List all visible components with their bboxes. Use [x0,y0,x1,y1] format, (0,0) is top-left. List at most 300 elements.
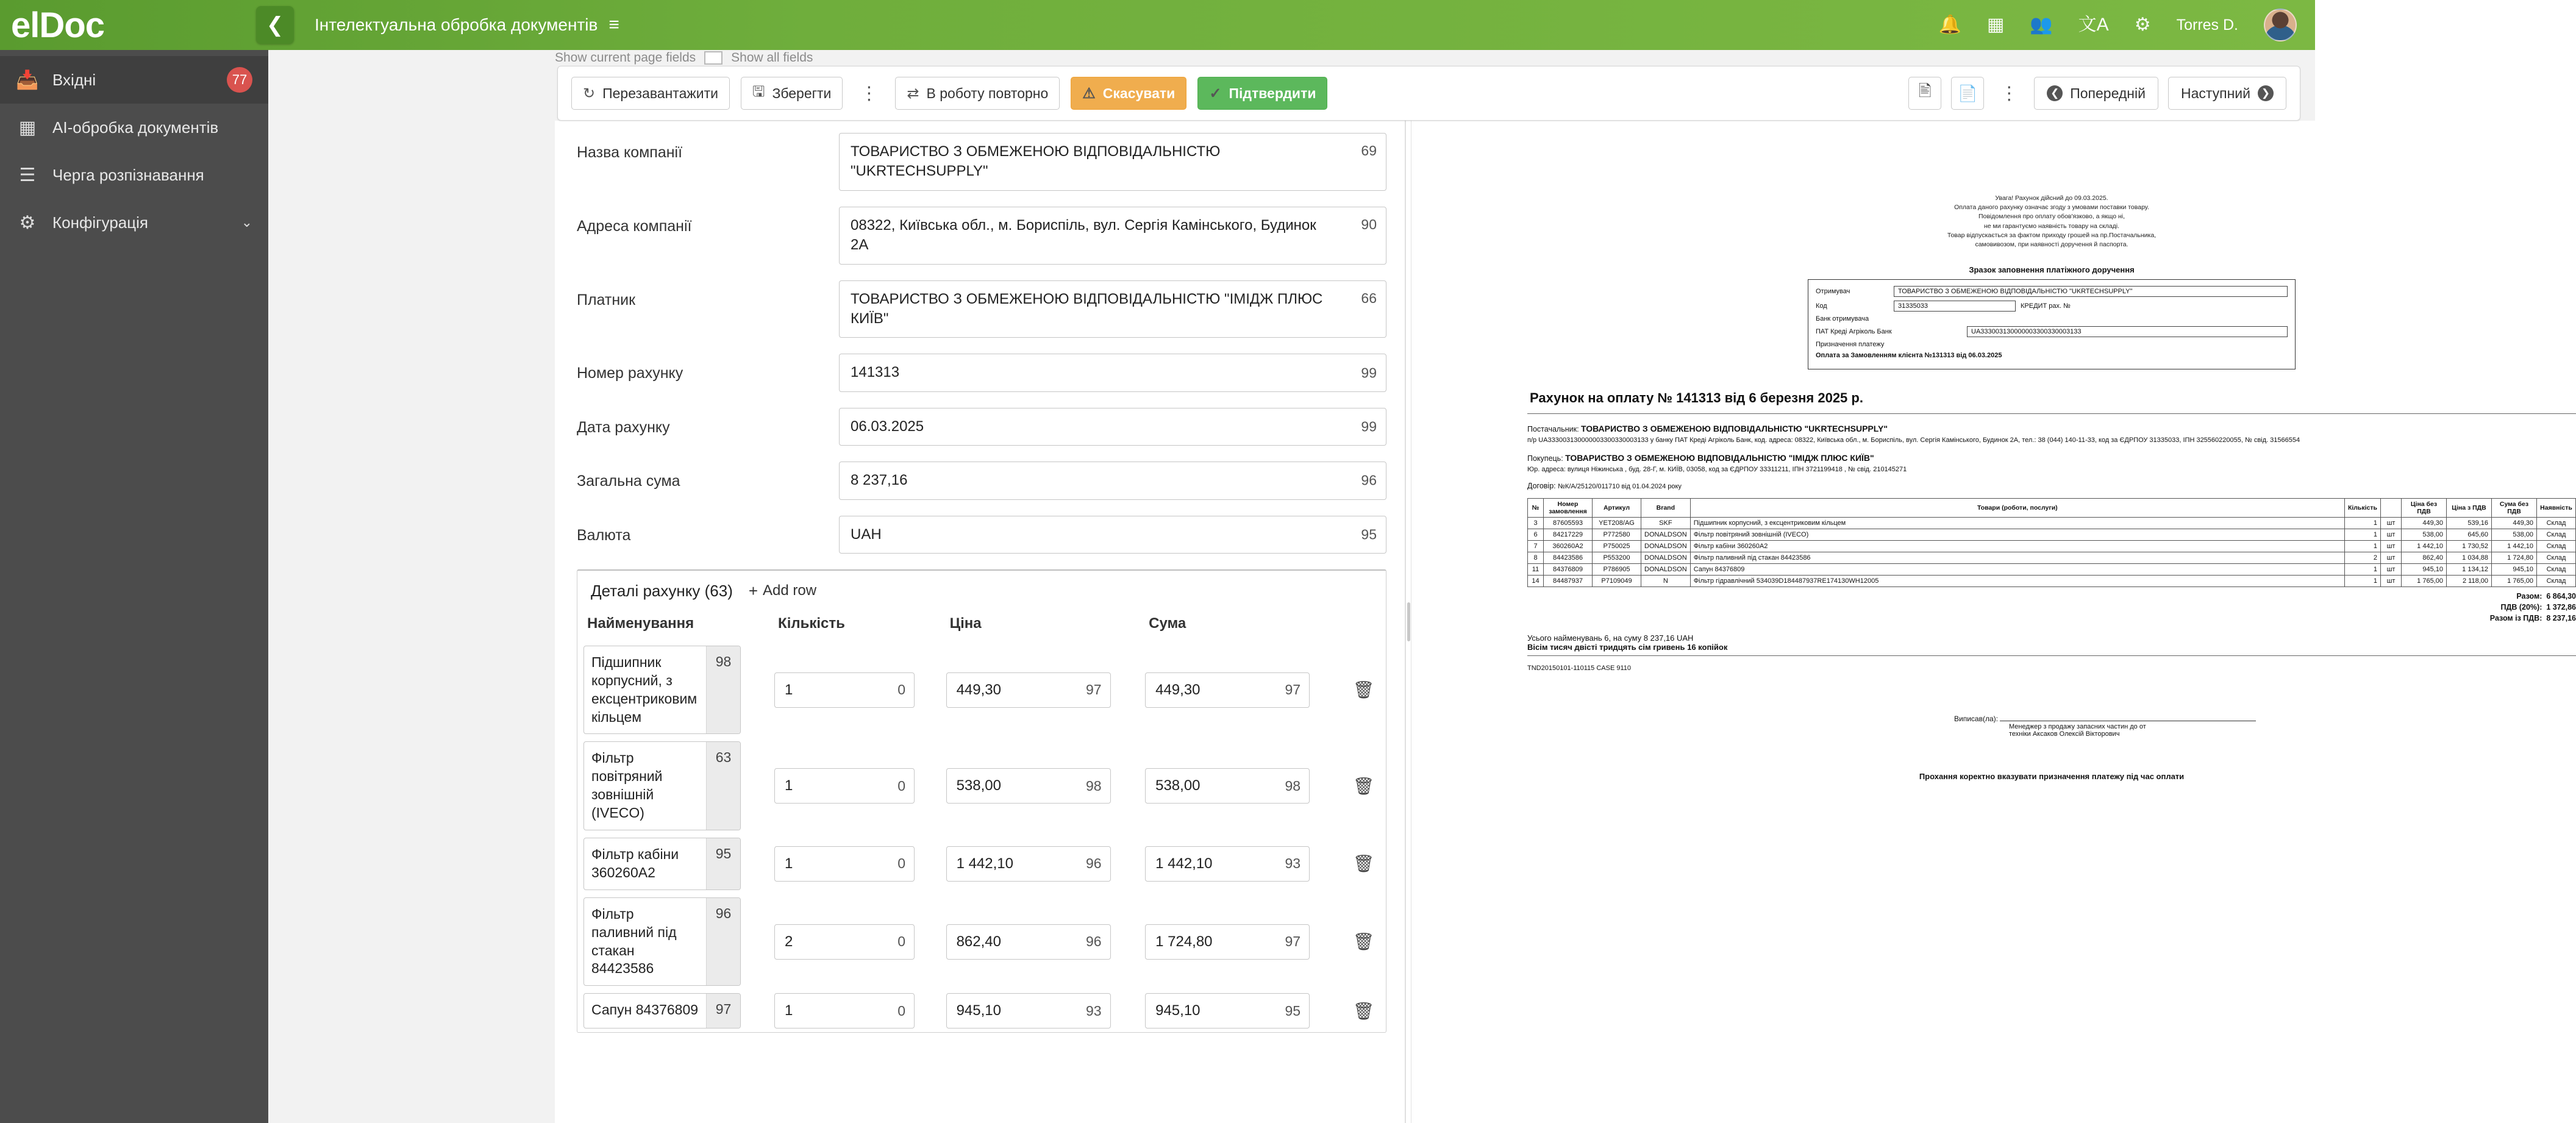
body [0,50,2576,1123]
th-article: Артикул [1593,499,1641,518]
row-qty-value: 2 [785,933,793,950]
vat-label: ПДВ (20%): [2500,603,2542,612]
th-no: № [1528,499,1544,518]
row-price-input[interactable] [946,924,1111,960]
delete-row-icon[interactable]: 🗑 [1352,680,1375,700]
currency-input[interactable]: UAH [839,516,1386,554]
supplier-label: Постачальник: [1527,425,1579,434]
cell-order: 84217229 [1544,529,1593,541]
table-row [577,989,1386,1032]
main-area [268,50,2576,1123]
row-sum-input[interactable] [1145,672,1310,708]
row-price-input[interactable] [946,846,1111,882]
document-sheet [1527,194,2576,1084]
reload-icon: ↻ [583,85,596,102]
row-qty-value: 1 [785,681,793,698]
export-document-icon[interactable]: 🖹 [1908,77,1941,110]
row-sum-score: 97 [1285,933,1301,950]
cell-unit: шт [2381,552,2402,564]
show-current-page-fields-label: Show current page fields [555,51,696,65]
save-button[interactable] [741,77,843,110]
cell-sum-novat: 449,30 [2492,518,2537,529]
row-name-input[interactable] [583,993,741,1029]
cancel-icon: ⚠ [1082,85,1096,102]
divider [1527,413,2576,414]
cell-sum-novat: 1 724,80 [2492,552,2537,564]
col-price: Ціна [949,615,982,632]
reload-button[interactable] [571,77,730,110]
cell-article: P772580 [1593,529,1641,541]
confidence-score: 69 [1361,143,1377,159]
confirm-label: Підтвердити [1229,85,1316,101]
cell-sum-novat: 1 442,10 [2492,541,2537,552]
user-name: Torres D. [2176,16,2238,34]
previous-button[interactable] [2034,77,2158,110]
cell-qty: 2 [2344,552,2380,564]
total-row [1527,603,2576,611]
show-all-fields-checkbox[interactable] [704,51,722,65]
save-icon: 🖫 [752,83,765,100]
cell-qty: 1 [2344,576,2380,587]
row-name-text: Фільтр повітряний зовнішній (IVECO) [591,750,663,821]
invoice-item-row [1528,576,2576,587]
row-sum-input[interactable] [1145,993,1310,1029]
payment-recipient-label: Отримувач [1816,288,1850,296]
app-title [315,15,619,35]
cell-article: P553200 [1593,552,1641,564]
invoice-heading: Рахунок на оплату № 141313 від 6 березня 2025 р. [1530,390,1863,406]
total-amount-input[interactable]: 8 237,16 [839,462,1386,499]
th-price-novat: Ціна без ПДВ [2402,499,2447,518]
payment-recipient-value: ТОВАРИСТВО З ОБМЕЖЕНОЮ ВІДПОВІДАЛЬНІСТЮ "UKRTECHSUPPLY" [1894,286,2288,297]
cell-unit: шт [2381,518,2402,529]
field-control [839,462,1386,499]
buyer-details: Юр. адреса: вулиця Ніжинська , буд. 28-Г, м. КИЇВ, 03058, код за ЄДРПОУ 33311211, ІПН 3721199418 , № свід. 210145271 [1527,465,1907,473]
toolbar-more-icon[interactable]: ⋮ [2000,83,2019,104]
field-control [839,207,1386,265]
row-sum-value: 538,00 [1155,777,1201,794]
field-label: Платник [577,291,636,308]
cell-article: P750025 [1593,541,1641,552]
cell-no: 8 [1528,552,1544,564]
row-price-input[interactable] [946,768,1111,804]
invoice-details-title: Деталі рахунку (63) [591,581,733,600]
chevron-down-icon[interactable]: ⌄ [241,215,252,230]
row-qty-score: 0 [897,777,906,794]
row-sum-score: 93 [1285,855,1301,872]
cell-price-vat: 1 134,12 [2447,564,2492,576]
supplier-details: п/р UA333003130000003300330003133 у банку ПАТ Кредi Агрiколь Банк, код. адреса: 08322, Київська обл., м. Бориспіль, вул. Сергія Камінського, Будинок 2А, тел.: 38 (044) 140-11-33, код за ЄДРПОУ 31335033, ІПН 325560220055, № свід. 31566554 [1527,437,2300,444]
payment-credit-label: КРЕДИТ рах. № [2021,302,2071,310]
field-label: Валюта [577,526,631,544]
add-row-button[interactable] [749,582,816,601]
row-price-score: 96 [1085,855,1102,872]
invoice-date-input[interactable]: 06.03.2025 [839,408,1386,446]
supplier-block [1527,422,2576,446]
row-sum-value: 945,10 [1155,1002,1201,1019]
cell-brand: DONALDSON [1641,529,1691,541]
payment-sample-title: Зразок заповнення платіжного доручення [1969,265,2135,275]
contract-block [1527,480,2576,492]
logo-doc: Doc [39,5,104,45]
rework-label: В роботу повторно [926,85,1049,101]
sidebar-inbox-badge: 77 [227,67,252,93]
cell-order: 360260A2 [1544,541,1593,552]
payment-account-value: UA333003130000003300330003133 [1967,326,2288,337]
top-bar [0,0,2315,50]
cell-sum-novat: 945,10 [2492,564,2537,576]
cell-stock: Склад [2537,518,2576,529]
cell-order: 87605593 [1544,518,1593,529]
reload-label: Перезавантажити [602,85,718,101]
row-name-score: 95 [706,838,740,889]
pane-splitter[interactable] [1405,121,1411,1123]
field-row-invoice-number [555,354,1405,391]
invoice-summary [1527,633,2576,652]
cancel-button[interactable] [1071,77,1186,110]
divider-2 [1527,655,2576,656]
col-name: Найменування [587,615,694,632]
table-row [577,738,1386,834]
sidebar-item-label: Черга розпізнавання [52,165,204,184]
table-row [577,894,1386,990]
delete-row-icon[interactable]: 🗑 [1352,1001,1375,1021]
cell-price-novat: 538,00 [2402,529,2447,541]
row-qty-input[interactable] [774,924,915,960]
vat-value: 1 372,86 [2546,603,2576,612]
row-qty-value: 1 [785,777,793,794]
row-name-input[interactable] [583,741,741,830]
row-qty-input[interactable] [774,993,915,1029]
row-qty-input[interactable] [774,768,915,804]
supplier-name: ТОВАРИСТВО З ОБМЕЖЕНОЮ ВІДПОВІДАЛЬНІСТЮ "UKRTECHSUPPLY" [1581,424,1888,434]
field-control [839,280,1386,338]
summary-line-2: Вісім тисяч двісті тридцять сім гривень 16 копійок [1527,643,1728,652]
row-name-score: 97 [706,994,740,1028]
cell-qty: 1 [2344,529,2380,541]
cell-stock: Склад [2537,541,2576,552]
list-icon: ☰ [19,165,36,185]
total-row [1527,614,2576,622]
rework-icon: ⇄ [907,85,919,102]
cell-unit: шт [2381,576,2402,587]
cell-qty: 1 [2344,541,2380,552]
invoice-item-row [1528,518,2576,529]
invoice-item-row [1528,529,2576,541]
row-name-input[interactable] [583,838,741,890]
row-sum-score: 98 [1285,777,1301,794]
field-control [839,354,1386,391]
cell-goods: Фільтр кабіни 360260A2 [1690,541,2344,552]
row-qty-score: 0 [897,855,906,872]
invoice-details-section [577,569,1386,1033]
sidebar-item-label: Вхідні [52,70,96,89]
cell-unit: шт [2381,564,2402,576]
cell-goods: Фільтр паливний під стакан 84423586 [1690,552,2344,564]
sidebar-item-label: AI-обробка документів [52,118,219,137]
signature-block [1527,715,2576,738]
row-name-score: 98 [706,646,740,734]
row-name-score: 63 [706,742,740,830]
row-qty-value: 1 [785,1002,793,1019]
table-row [577,834,1386,894]
row-price-value: 1 442,10 [956,855,1013,872]
confidence-score: 90 [1361,216,1377,232]
next-button[interactable] [2168,77,2286,110]
row-sum-value: 449,30 [1155,681,1201,698]
cell-article: P7109049 [1593,576,1641,587]
apps-grid-icon[interactable]: ▦ [1986,15,2005,35]
toolbar-right-group [1908,77,2286,110]
row-name-input[interactable] [583,897,741,986]
summary-line-1: Усього найменувань 6, на суму 8 237,16 UAH [1527,633,1694,643]
row-qty-input[interactable] [774,846,915,882]
row-qty-value: 1 [785,855,793,872]
translate-icon[interactable]: 文A [2078,15,2109,35]
app-logo[interactable] [0,5,268,46]
field-label: Номер рахунку [577,365,683,382]
payer-input[interactable]: ТОВАРИСТВО З ОБМЕЖЕНОЮ ВІДПОВІДАЛЬНІСТЮ "ІМІДЖ ПЛЮС КИЇВ" [839,280,1386,338]
th-price-vat: Ціна з ПДВ [2447,499,2492,518]
payment-bank-label: Банк отримувача [1816,315,1869,323]
cell-stock: Склад [2537,529,2576,541]
cell-brand: DONALDSON [1641,552,1691,564]
row-qty-score: 0 [897,682,906,698]
cell-goods: Підшипник корпусний, з ексцентриковим кільцем [1690,518,2344,529]
contract-label: Договір: [1527,482,1556,491]
field-label: Загальна сума [577,472,680,490]
col-sum: Сума [1149,615,1186,632]
cell-stock: Склад [2537,564,2576,576]
payment-purpose-value-line [1816,352,2288,359]
cell-article: YET208/AG [1593,518,1641,529]
field-control [839,408,1386,446]
sidebar-item-inbox[interactable] [0,56,268,104]
table-row [577,642,1386,738]
row-name-text: Фільтр паливний під стакан 84423586 [591,905,677,977]
cell-brand: DONALDSON [1641,564,1691,576]
document-icon[interactable]: 📄 [1951,77,1984,110]
confirm-button[interactable] [1197,77,1327,110]
row-price-value: 449,30 [956,681,1001,698]
previous-label: Попередній [2070,85,2146,101]
cell-goods: Фільтр гідравлічний 534039D184487937RE174130WH12005 [1690,576,2344,587]
payment-purpose-value: Оплата за Замовленням клієнта №131313 від 06.03.2025 [1816,352,2002,360]
field-row-company-address [555,207,1405,265]
payment-purpose-label: Призначення платежу [1816,341,1885,349]
row-price-value: 862,40 [956,933,1001,950]
payment-code-line [1816,301,2288,312]
row-price-input[interactable] [946,993,1111,1029]
field-row-total-amount [555,462,1405,499]
invoice-table-header [1528,499,2576,518]
inbox-icon: 📥 [16,70,39,90]
people-icon[interactable]: 👥 [2030,15,2053,35]
cell-goods: Сапун 84376809 [1690,564,2344,576]
buyer-block [1527,452,2576,475]
signed-by-role: Менеджер з продажу запасних частин до от техніки Аксаков Олексій Вікторович [2009,723,2146,738]
document-preview-pane[interactable] [1411,121,2576,1123]
confidence-score: 96 [1361,472,1377,488]
content-split [555,121,2576,1123]
row-price-score: 98 [1085,777,1102,794]
confidence-score: 95 [1361,526,1377,543]
invoice-item-row [1528,541,2576,552]
gear-icon[interactable]: ⚙ [2134,15,2151,35]
cell-price-vat: 645,60 [2447,529,2492,541]
field-row-company-name [555,133,1405,191]
field-control [839,133,1386,191]
sidebar-collapse-icon[interactable]: ❮ [256,6,294,44]
plus-icon: + [748,581,758,600]
show-all-fields-label: Show all fields [731,51,813,65]
document-warning-note: Увага! Рахунок дійсний до 09.03.2025. Оплата даного рахунку означає згоду з умовами поставки товару. Повідомлення про оплату обов'язково, а якщо ні, не ми гарантуємо наявність товару на складі. Товар відпускається за фактом приходу грошей на пр.Постачальника, самовивозом, при наявності доручення й паспорта. [1947,194,2157,249]
confidence-score: 99 [1361,365,1377,381]
chevron-left-icon: ❮ [2047,85,2063,101]
grand-total-label: Разом із ПДВ: [2489,614,2542,623]
contract-value: №К/А/25120/011710 від 01.04.2024 року [1558,483,1682,491]
th-stock: Наявність [2537,499,2576,518]
top-bar-actions [1939,9,2315,41]
total-value: 6 864,30 [2546,592,2576,601]
invoice-details-header [577,571,1386,609]
field-label: Назва компанії [577,144,683,161]
confidence-score: 99 [1361,418,1377,435]
avatar[interactable] [2264,9,2297,41]
company-address-input[interactable]: 08322, Київська обл., м. Бориспіль, вул. Сергія Камінського, Будинок 2А [839,207,1386,265]
row-qty-score: 0 [897,933,906,950]
th-sum-novat: Сума без ПДВ [2492,499,2537,518]
col-actions [1338,609,1386,642]
row-price-score: 93 [1085,1002,1102,1019]
cell-price-novat: 945,10 [2402,564,2447,576]
cell-no: 11 [1528,564,1544,576]
row-sum-value: 1 442,10 [1155,855,1213,872]
cancel-label: Скасувати [1102,85,1176,101]
cell-no: 7 [1528,541,1544,552]
menu-burger-icon[interactable]: ≡ [608,15,619,35]
row-sum-input[interactable] [1145,768,1310,804]
field-row-currency [555,516,1405,554]
row-name-input[interactable] [583,646,741,735]
invoice-items-table [1527,498,2576,587]
more-options-icon[interactable]: ⋮ [860,83,879,104]
cell-price-vat: 539,16 [2447,518,2492,529]
sidebar [0,50,268,1123]
add-row-label: Add row [763,582,817,599]
cell-no: 6 [1528,529,1544,541]
delete-row-icon[interactable]: 🗑 [1352,854,1375,874]
buyer-label: Покупець: [1527,454,1563,463]
settings-icon: ⚙ [19,212,36,233]
payment-footnote: Прохання коректно вказувати призначення платежу під час оплати [1919,772,2185,782]
company-name-input[interactable]: ТОВАРИСТВО З ОБМЕЖЕНОЮ ВІДПОВІДАЛЬНІСТЮ "UKRTECHSUPPLY" [839,133,1386,191]
check-icon: ✓ [1209,85,1222,102]
payment-code-label: Код [1816,302,1827,310]
cell-price-vat: 1 730,52 [2447,541,2492,552]
payment-account-line [1816,326,2288,337]
buyer-name: ТОВАРИСТВО З ОБМЕЖЕНОЮ ВІДПОВІДАЛЬНІСТЮ "ІМІДЖ ПЛЮС КИЇВ" [1565,452,1874,463]
row-name-text: Фільтр кабіни 360260A2 [591,846,679,880]
signed-by-label: Виписав(ла): [1954,715,1998,724]
invoice-number-input[interactable]: 141313 [839,354,1386,391]
cell-price-novat: 1 765,00 [2402,576,2447,587]
row-name-text: Сапун 84376809 [591,1002,699,1018]
row-sum-score: 97 [1285,682,1301,698]
chevron-right-icon: ❯ [2258,85,2274,101]
row-price-value: 945,10 [956,1002,1001,1019]
field-row-invoice-date [555,408,1405,446]
row-price-value: 538,00 [956,777,1001,794]
row-sum-input[interactable] [1145,846,1310,882]
sidebar-item-ai-processing[interactable] [0,104,268,151]
cell-price-novat: 862,40 [2402,552,2447,564]
cell-sum-novat: 538,00 [2492,529,2537,541]
extracted-fields-pane [555,121,1405,1123]
th-qty: Кількість [2344,499,2380,518]
cell-brand: DONALDSON [1641,541,1691,552]
row-price-input[interactable] [946,672,1111,708]
cell-stock: Склад [2537,576,2576,587]
th-unit [2381,499,2402,518]
save-label: Зберегти [772,85,832,101]
app-title-text: Інтелектуальна обробка документів [315,15,598,34]
invoice-item-row [1528,564,2576,576]
payment-purpose-label-line [1816,341,2288,348]
field-label: Адреса компанії [577,217,692,235]
cell-order: 84376809 [1544,564,1593,576]
delete-row-icon[interactable]: 🗑 [1352,776,1375,796]
sidebar-item-label: Конфігурація [52,213,148,232]
payment-sample-box [1808,279,2296,369]
payment-bank-name: ПАТ Кредi Агрiколь Банк [1816,328,1892,336]
payment-recipient-line [1816,286,2288,297]
bell-icon[interactable]: 🔔 [1938,15,1961,35]
cell-goods: Фільтр повітряний зовнішній (IVECO) [1690,529,2344,541]
row-qty-input[interactable] [774,672,915,708]
row-name-text: Підшипник корпусний, з ексцентриковим кільцем [591,654,698,725]
table-header-row [577,609,1386,642]
invoice-totals [1527,592,2576,622]
cell-qty: 1 [2344,518,2380,529]
total-label: Разом: [2516,592,2542,601]
cell-price-novat: 449,30 [2402,518,2447,529]
delete-row-icon[interactable]: 🗑 [1352,932,1375,952]
row-sum-score: 95 [1285,1002,1301,1019]
payment-bank-line [1816,315,2288,323]
rework-button[interactable] [895,77,1060,110]
cell-price-novat: 1 442,10 [2402,541,2447,552]
grand-total-value: 8 237,16 [2546,614,2576,623]
cell-order: 84423586 [1544,552,1593,564]
field-visibility-toggles [555,50,813,66]
sidebar-item-recognition-queue[interactable] [0,151,268,199]
cell-price-vat: 1 034,88 [2447,552,2492,564]
cell-stock: Склад [2537,552,2576,564]
logo-el: el [11,5,40,45]
row-price-score: 97 [1085,682,1102,698]
row-sum-input[interactable] [1145,924,1310,960]
col-qty: Кількість [778,615,845,632]
confidence-score: 66 [1361,290,1377,306]
cell-no: 3 [1528,518,1544,529]
cell-article: P786905 [1593,564,1641,576]
th-order: Номер замовлення [1544,499,1593,518]
cell-unit: шт [2381,541,2402,552]
sidebar-item-configuration[interactable] [0,199,268,246]
next-label: Наступний [2180,85,2250,101]
payment-code-value: 31335033 [1894,301,2016,312]
